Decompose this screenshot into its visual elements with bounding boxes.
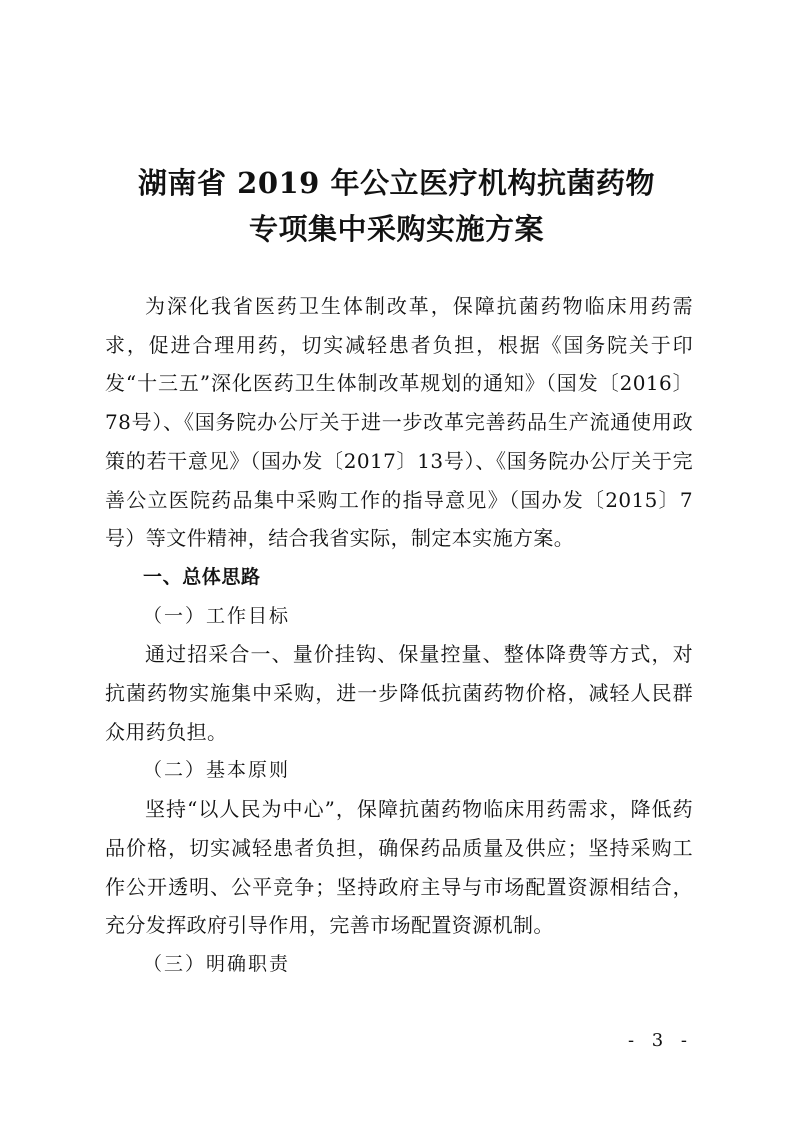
document-body <box>105 287 693 984</box>
basic-principles-paragraph: 坚持“以人民为中心”，保障抗菌药物临床用药需求，降低药品价格，切实减轻患者负担，确保药品质量及供应；坚持采购工作公开透明、公平竞争；坚持政府主导与市场配置资源相结合，充分发挥政府引导作用，完善市场配置资源机制。 <box>105 797 693 938</box>
subheading-work-goals: （一）工作目标 <box>143 604 291 627</box>
intro-paragraph: 为深化我省医药卫生体制改革，保障抗菌药物临床用药需求，促进合理用药，切实减轻患者负担，根据《国务院关于印发“十三五”深化医药卫生体制改革规划的通知》（国发〔2016〕78号）、《国务院办公厅关于进一步改革完善药品生产流通使用政策的若干意见》（国办发〔2017〕13号）、《国务院办公厅关于完善公立医院药品集中采购工作的指导意见》（国办发〔2015〕7号）等文件精神，结合我省实际，制定本实施方案。 <box>105 294 693 551</box>
title-line-1: 湖南省 2019 年公立医疗机构抗菌药物 <box>138 166 655 200</box>
work-goals-paragraph: 通过招采合一、量价挂钩、保量控量、整体降费等方式，对抗菌药物实施集中采购，进一步降低抗菌药物价格，减轻人民群众用药负担。 <box>105 642 693 744</box>
page-number: - 3 - <box>627 1030 693 1051</box>
subheading-basic-principles: （二）基本原则 <box>143 759 291 782</box>
section-heading-general-idea: 一、总体思路 <box>143 565 261 588</box>
title-line-2: 专项集中采购实施方案 <box>248 212 544 246</box>
document-title <box>0 160 793 252</box>
subheading-clarify-responsibilities: （三）明确职责 <box>143 952 291 975</box>
